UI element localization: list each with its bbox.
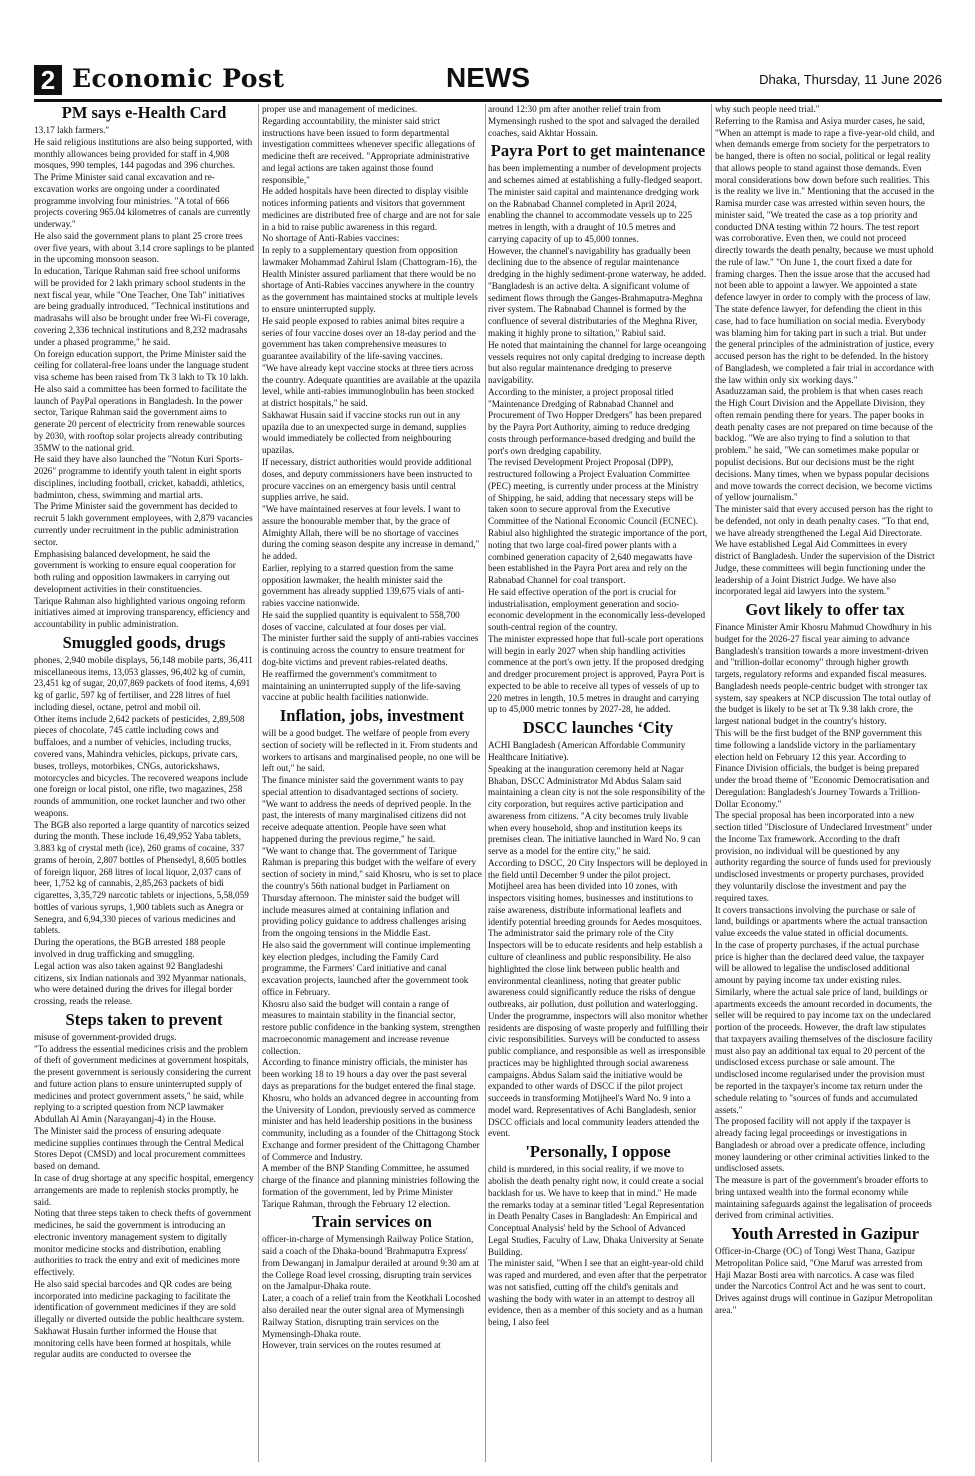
- article-paragraph: However, train services on the routes resumed at: [262, 1340, 441, 1351]
- column-3: [488, 104, 708, 1462]
- article-paragraph: Rabiul also highlighted the strategic importance of the port, noting that two large coal-fired power plants with a combined generation capacity of 2,640 megawatts have been established in the Payra Port area and rely on the Rabnabad Channel for coal transport.: [488, 528, 708, 586]
- article-paragraph: why such people need trial.": [715, 104, 820, 114]
- column-1: [34, 104, 254, 1462]
- article-paragraph: Similarly, where the actual sale price of land, buildings or apartments exceeds the amount recorded in documents, the seller will be required to pay income tax on the undeclared portion of the proceeds. However, the draft law stipulates that taxpayers availing themselves of the disclosure facility must also pay an additional tax equal to 20 percent of the undisclosed excess purchase or sale amount. The undisclosed income regularised under the provision must be reported in the taxpayer's income tax return under the schedule relating to "sources of funds and accumulated assets.": [715, 986, 933, 1115]
- article-paragraph: The administrator said the primary role of the City Inspectors will be to educate residents and help establish a culture of cleanliness and public responsibility. He also highlighted the close link between public health and environmental cleanliness, noting that greater public awareness could significantly reduce the risks of dengue outbreaks, air pollution, dust pollution and waterlogging.: [488, 928, 703, 1010]
- article-paragraph: He said religious institutions are also being supported, with monthly allowances being provided for staff in 4,908 mosques, 990 temples, 144 pagodas and 396 churches.: [34, 136, 253, 171]
- article-paragraph: The minister said, "When I see that an eight-year-old child was raped and murdered, and even after that the perpetrator was not satisfied, cutting off the child's genitals and washing the body with water in an attempt to destroy all evidence, then as a member of this society and as a human being, I also feel: [488, 1258, 707, 1328]
- article-paragraph: On foreign education support, the Prime Minister said the ceiling for collateral-free loans under the language student visa scheme has been raised from Tk 3 lakh to Tk 10 lakh.: [34, 348, 249, 383]
- page-number: 2: [34, 65, 62, 95]
- article-paragraph: The Prime Minister said the government has decided to recruit 5 lakh government employees, with 2,879 vacancies currently under recruitment in the public administration sector.: [34, 501, 253, 547]
- article-paragraph: The minister said capital and maintenance dredging work on the Rabnabad Channel completed in April 2024, enabling the channel to accommodate vessels up to 225 metres in length, with a draught of 10.5 metres and carrying capacity of up to 45,000 tonnes.: [488, 186, 699, 244]
- article-paragraph: This will be the first budget of the BNP government this time following a landslide victory in the parliamentary election held on February 12 this year. According to Finance Division officials, the budget is being prepared under the broad theme of "Economic Democratisation and Deregulation: Bangladesh's Journey Towards a Trillion-Dollar Economy.": [715, 728, 930, 809]
- article-paragraph: child is murdered, in this social reality, if we move to abolish the death penalty right now, it could create a social backlash for us. We have to keep that in mind." He made the remarks today at a seminar titled 'Legal Representation in Death Penalty Cases in Bangladesh: An Empirical and Conceptual Analysis' held by the School of Advanced Legal Studies, Faculty of Law, Dhaka University at Senate Building.: [488, 1164, 704, 1257]
- article-paragraph: According to the minister, a project proposal titled "Maintenance Dredging of Rabnabad Channel and Procurement of Two Hopper Dredgers" has been prepared by the Payra Port Authority, aiming to reduce dredging costs through performance-based dredging and build the port's own dredging capability.: [488, 386, 702, 456]
- article-paragraph: It covers transactions involving the purchase or sale of land, buildings or apartments where the actual transaction value exceeds the value stated in official documents.: [715, 904, 928, 939]
- article-paragraph: He also said the government will continue implementing key election pledges, including the Family Card programme, the Farmers' Card initiative and canal excavation projects, launched after the government took office in February.: [262, 939, 471, 997]
- article-paragraph: will be a good budget. The welfare of people from every section of society will be reflected in it. From students and workers to artisans and marginalised people, no one will be left out," he said.: [262, 728, 481, 774]
- article-headline: Payra Port to get maintenance: [490, 141, 706, 161]
- article-paragraph: Tarique Rahman also highlighted various ongoing reform initiatives aimed at improving transparency, efficiency and accountability in public administration.: [34, 595, 250, 630]
- dateline: Dhaka, Thursday, 11 June 2026: [759, 72, 942, 87]
- article-paragraph: A member of the BNP Standing Committee, he assumed charge of the finance and planning ministries following the formation of the government, led by Prime Minister Tarique Rahman, through the February 12 election.: [262, 1163, 480, 1209]
- article-headline: Smuggled goods, drugs: [62, 632, 226, 652]
- article-paragraph: Regarding accountability, the minister said strict instructions have been issued to form departmental investigation committees whenever specific allegations of medicine theft are received. "Appropriate administrative and legal actions are taken against those found responsible,": [262, 115, 476, 185]
- article-paragraph: The proposed facility will not apply if the taxpayer is already facing legal proceedings or investigations in Bangladesh or abroad over a predicate offence, including money laundering or other criminal activities linked to the undisclosed assets.: [715, 1116, 930, 1174]
- article-paragraph: misuse of government-provided drugs.: [34, 1031, 177, 1042]
- article-paragraph: The minister expressed hope that full-scale port operations will begin in early 2027 when ship handling activities commence at the port's own jetty. If the proposed dredging and dredger procurement project is approved, Payra Port is expected to be able to receive all types of vessels of up to 220 metres in length, 10.5 metres in draught and carrying up to 45,000 metric tonnes by 2027-28, he added.: [488, 633, 705, 715]
- article-headline: DSCC launches ‘City: [522, 718, 674, 738]
- newspaper-name: Economic Post: [72, 64, 285, 93]
- article-paragraph: Under the programme, inspectors will also monitor whether residents are disposing of waste properly and fulfilling their civic responsibilities. Surveys will be conducted to assess public compliance, and responsible as well as irresponsible practices may be highlighted through social awareness campaigns. Abdus Salam said the initiative would be expanded to other wards of DSCC if the pilot project succeeds in transforming Motijheel's Ward No. 9 into a model ward. Representatives of Achi Bangladesh, senior DSCC officials and local community leaders attended the event.: [488, 1010, 708, 1139]
- article-paragraph: He said they have also launched the "Notun Kuri Sports-2026" programme to identify youth talent in eight sports disciplines, including football, cricket, kabaddi, athletics, badminton, chess, swimming and martial arts.: [34, 454, 245, 500]
- article-paragraph: Asaduzzaman said, the problem is that when cases reach the High Court Division and the Appellate Division, they often remain pending there for years. The paper books in death penalty cases are not prepared on time because of the backlog. "We are also trying to find a solution to that problem." he said, "We can sometimes make popular or populist decisions. But our decisions must be the right decisions. Many times, when we bypass popular decisions and move towards the correct decision, we become victims of yellow journalism.": [715, 386, 933, 503]
- article-headline: Youth Arrested in Gazipur: [730, 1224, 920, 1244]
- column-2: [262, 104, 482, 1462]
- article-headline: PM says e-Health Card: [61, 104, 227, 122]
- article-paragraph: phones, 2,940 mobile displays, 56,148 mobile parts, 36,411 miscellaneous items, 13,053 glasses, 96,402 kg of cumin, 23,451 kg of sugar, 20,07,869 packets of food items, 4,691 kg of garlic, 597 kg of fertiliser, and 228 litres of fuel including diesel, octane, petrol and mobil oil.: [34, 654, 253, 712]
- article-paragraph: He said the supplied quantity is equivalent to 558,700 doses of vaccine, calculated at four doses per vial.: [262, 609, 460, 632]
- article-paragraph: has been implementing a number of development projects and schemes aimed at establishing a fully-fledged seaport.: [488, 163, 703, 186]
- article-paragraph: The BGB also reported a large quantity of narcotics seized during the month. These include 16,49,952 Yaba tablets, 3.883 kg of crystal meth (ice), 260 grams of cocaine, 337 grams of heroin, 2,807 bottles of Phensedyl, 8,605 bottles of foreign liquor, 268 litres of local liquor, 2,037 cans of beer, 1,752 kg of cannabis, 2,85,263 packets of bidi cigarettes, 3,35,729 narcotic tablets or injections, 5,58,059 bottles of various syrups, 1,900 tablets such as Anegra or Senegra, and 6,94,330 pieces of various medicines and tablets.: [34, 819, 250, 936]
- article-paragraph: Sakhawat Husain further informed the House that monitoring cells have been formed at hospitals, while regular audits are conducted to oversee the: [34, 1325, 231, 1360]
- article-headline: Govt likely to offer tax: [745, 600, 905, 620]
- article-paragraph: "We have maintained reserves at four levels. I want to assure the honourable member that, by the grace of Almighty Allah, there will be no shortage of vaccines during the coming season despite any increase in demand," he added.: [262, 504, 480, 562]
- article-paragraph: Khosru also said the budget will contain a range of measures to maintain stability in the financial sector, restore public confidence in the banking system, strengthen macroeconomic management and increase revenue collection.: [262, 998, 481, 1056]
- article-paragraph: He reaffirmed the government's commitment to maintaining an uninterrupted supply of the life-saving vaccine at public health facilities nationwide.: [262, 668, 461, 703]
- article-paragraph: The revised Development Project Proposal (DPP), restructured following a Project Evaluation Committee (PEC) meeting, is currently under process at the Ministry of Shipping, he said, adding that necessary steps will be taken soon to secure approval from the Executive Committee of the National Economic Council (ECNEC).: [488, 457, 699, 527]
- column-4: [715, 104, 935, 1462]
- article-paragraph: Noting that three steps taken to check thefts of government medicines, he said the government is introducing an electronic inventory management system to digitally monitor medicine stocks and distribution, enabling authorities to track the entry and exit of medicines more effectively.: [34, 1208, 252, 1278]
- article-paragraph: Speaking at the inauguration ceremony held at Nagar Bhaban, DSCC Administrator Md Abdus Salam said maintaining a clean city is not the sole responsibility of the city corporation, but requires active participation and awareness from citizens. "A city becomes truly livable when every household, shop and institution keeps its premises clean. The initiative launched in Ward No. 9 can serve as a model for the entire city," he said.: [488, 763, 705, 857]
- article-paragraph: The measure is part of the government's broader efforts to bring untaxed wealth into the formal economy while maintaining safeguards against the legalisation of proceeds derived from criminal activities.: [715, 1175, 932, 1221]
- article-paragraph: around 12:30 pm after another relief train from Mymensingh rushed to the spot and salvaged the derailed coaches, said Akhtar Hossain.: [488, 104, 700, 138]
- article-paragraph: He also said special barcodes and QR codes are being incorporated into medicine packaging to facilitate the identification of government medicines if they are sold illegally or diverted outside the public healthcare system.: [34, 1278, 245, 1325]
- article-paragraph: He added hospitals have been directed to display visible notices informing patients and visitors that government medicines are distributed free of charge and are not for sale in a bid to raise public awareness in this regard.: [262, 186, 481, 232]
- article-paragraph: He said effective operation of the port is crucial for industrialisation, employment generation and socio-economic development in the economically less-developed south-central region of the country.: [488, 586, 706, 633]
- article-paragraph: According to DSCC, 20 City Inspectors will be deployed in the field until December 9 under the pilot project. Motijheel area has been divided into 10 zones, with inspectors visiting homes, businesses and institutions to raise awareness, distribute informational leaflets and identify potential breeding grounds for Aedes mosquitoes.: [488, 857, 708, 927]
- article-paragraph: "We have already kept vaccine stocks at three tiers across the country. Adequate quantities are available at the upazila level, while anti-rabies immunoglobulin has been stocked at district hospitals," he said.: [262, 362, 481, 409]
- article-paragraph: Other items include 2,642 packets of pesticides, 2,89,508 pieces of chocolate, 745 cattle including cows and buffaloes, and a number of vehicles, including trucks, covered vans, Mahindra vehicles, pickups, private cars, buses, trolleys, motorbikes, CNGs, autorickshaws, motorcycles and bicycles. The recovered weapons include one foreign or local pistol, one rifle, two magazines, 258 rounds of ammunition, one rocket launcher and two other weapons.: [34, 713, 248, 818]
- article-headline: Inflation, jobs, investment: [279, 706, 465, 726]
- article-paragraph: The finance minister said the government wants to pay special attention to disadvantaged sections of society.: [262, 775, 464, 797]
- column-divider: [258, 104, 259, 1462]
- article-paragraph: Referring to the Ramisa and Asiya murder cases, he said, "When an attempt is made to rape a five-year-old child, and when demands emerge from society for the perpetrators to be hanged, there is often no social, political or legal reality that allows people to stand against those demands. Even moral considerations bow down before such realities. This is the reality we live in." Mentioning that the accused in the Ramisa murder case was arrested within seven hours, the minister said, "We treated the case as a top priority and conducted DNA testing within 72 hours. The test report was corroborative. Even then, we could not proceed directly towards the death penalty, because we must uphold the rule of law." "On June 1, the court fixed a date for framing charges. Then the issue arose that the accused had not been able to appoint a lawyer. We appointed a state defence lawyer in order to comply with the process of law. The state defence lawyer, for defending the client in this case, had to face humiliation on social media. Everybody was blaming him for taking part in such a trial. But under the general principles of the administration of justice, every accused person has the right to be defended. In the history of Bangladesh, we completed a fair trial in accordance with the law within only six working days.": [715, 115, 935, 385]
- masthead: [34, 62, 942, 96]
- article-paragraph: Finance Minister Amir Khosru Mahmud Chowdhury in his budget for the 2026-27 fiscal year aiming to advance Bangladesh's transition towards a more investment-driven and "trillion-dollar economy" through higher growth targets, regulatory reforms and expanded fiscal measures. Bangladesh needs people-centric budget with stronger tax system, say speakers at NCP discussion The total outlay of the budget is likely to be set at Tk 9.38 lakh crore, the largest national budget in the country's history.: [715, 622, 932, 727]
- article-paragraph: The minister further said the supply of anti-rabies vaccines is continuing across the country to ensure treatment for dog-bite victims and prevent rabies-related deaths.: [262, 633, 479, 667]
- article-paragraph: The Prime Minister said canal excavation and re-excavation works are ongoing under a coordinated programme involving four ministries. "A total of 666 projects covering 965.04 kilometres of canals are currently underway.": [34, 172, 251, 230]
- article-paragraph: In education, Tarique Rahman said free school uniforms will be provided for 2 lakh primary school students in the next fiscal year, while "One Teacher, One Tab" initiatives are being gradually introduced. "Technical institutions and madrasahs will also be brought under free Wi-Fi coverage, covering 2,336 technical institutions and 8,232 madrasahs under a phased programme," he said.: [34, 266, 250, 347]
- article-paragraph: Emphasising balanced development, he said the government is working to ensure equal cooperation for both ruling and opposition lawmakers in carrying out development activities in their constituencies.: [34, 548, 236, 594]
- article-paragraph: No shortage of Anti-Rabies vaccines:: [262, 233, 400, 244]
- article-paragraph: He also said a committee has been formed to facilitate the launch of PayPal operations in Bangladesh. In the power sector, Tarique Rahman said the government aims to generate 20 percent of electricity from renewable sources by 2030, with rooftop solar projects already contributing 35MW to the national grid.: [34, 383, 247, 453]
- article-paragraph: According to finance ministry officials, the minister has been working 18 to 19 hours a day over the past several days as preparations for the budget entered the final stage.: [262, 1057, 476, 1091]
- article-paragraph: In the case of property purchases, if the actual purchase price is higher than the declared deed value, the taxpayer will be allowed to legalise the undisclosed additional amount by paying income tax under existing rules.: [715, 939, 925, 986]
- section-title: NEWS: [446, 62, 530, 93]
- article-paragraph: In case of drug shortage at any specific hospital, emergency arrangements are made to replenish stocks promptly, he said.: [34, 1172, 254, 1207]
- column-divider: [711, 104, 712, 1462]
- article-paragraph: The special proposal has been incorporated into a new section titled "Disclosure of Undeclared Investment" under the Income Tax framework. According to the draft provision, no individual will be questioned by any authority regarding the source of funds used for previously undisclosed investments or property purchases, provided they voluntarily disclose the investment and pay the required taxes.: [715, 810, 933, 903]
- article-paragraph: "Bangladesh is an active delta. A significant volume of sediment flows through the Ganges-Brahmaputra-Meghna river system. The Rabnabad Channel is formed by the confluence of several distributaries of the Meghna River, making it highly prone to siltation," Rabiul said.: [488, 280, 703, 338]
- article-headline: 'Personally, I oppose: [525, 1142, 671, 1162]
- article-paragraph: 13.17 lakh farmers.": [34, 124, 110, 135]
- article-paragraph: He said people exposed to rabies animal bites require a series of four vaccine doses over an 18-day period and the government has taken comprehensive measures to guarantee availability of the life-saving vaccines.: [262, 315, 476, 362]
- article-paragraph: He also said the government plans to plant 25 crore trees over five years, with about 3.14 crore saplings to be planted in the upcoming monsoon season.: [34, 230, 254, 265]
- article-paragraph: officer-in-charge of Mymensingh Railway Police Station, said a coach of the Dhaka-bound 'Brahmaputra Express' from Dewanganj in Jamalpur derailed at around 9:30 am at the College Road level crossing, disrupting train services on the Jamalpur-Dhaka route.: [262, 1234, 480, 1292]
- article-paragraph: Legal action was also taken against 92 Bangladeshi citizens, six Indian nationals and 392 Myanmar nationals, who were detained during the drives for illegal border crossing, reads the release.: [34, 960, 247, 1007]
- article-paragraph: Khosru, who holds an advanced degree in accounting from the University of London, previously served as commerce minister and has held leadership positions in the business community, including as a founder of the Chittagong Stock Exchange and former president of the Chittagong Chamber of Commerce and Industry.: [262, 1092, 480, 1162]
- article-paragraph: "We want to address the needs of deprived people. In the past, the interests of many marginalised citizens did not receive adequate attention. People have seen what happened during the previous regime," he said.: [262, 798, 471, 844]
- article-paragraph: In reply to a supplementary question from opposition lawmaker Mohammad Zahirul Islam (Chattogram-16), the Health Minister assured parliament that there would be no shortage of Anti-Rabies vaccines anywhere in the country as the government has maintained stocks at multiple levels to ensure uninterrupted supply.: [262, 245, 478, 315]
- article-paragraph: Sakhawat Husain said if vaccine stocks run out in any upazila due to an unexpected surge in demand, supplies would immediately be collected from neighbouring upazilas.: [262, 409, 467, 456]
- article-paragraph: ACHI Bangladesh (American Affordable Community Healthcare Initiative).: [488, 740, 686, 762]
- masthead-rule: [34, 99, 942, 102]
- article-paragraph: If necessary, district authorities would provide additional doses, and deputy commissioners have been instructed to procure vaccines on an emergency basis until central supplies arrive, he said.: [262, 456, 473, 503]
- article-paragraph: proper use and management of medicines.: [262, 104, 418, 114]
- article-paragraph: Later, a coach of a relief train from the Keotkhali Locoshed also derailed near the outer signal area of Mymensingh Railway Station, disrupting train services on the Mymensingh-Dhaka route.: [262, 1293, 481, 1339]
- article-paragraph: The minister said that every accused person has the right to be defended, not only in death penalty cases. "To that end, we have already strengthened the Legal Aid Directorate. We have established Legal Aid Committees in every district of Bangladesh. Under the supervision of the District Judge, these committees will begin functioning under the leadership of a Joint District Judge. We have also incorporated legal aid lawyers into the system.": [715, 504, 935, 597]
- article-paragraph: Officer-in-Charge (OC) of Tongi West Thana, Gazipur Metropolitan Police said, "One Maruf was arrested from Haji Mazar Bosti area with narcotics. A case was filed under the Narcotics Control Act and he was sent to court. Drives against drugs will continue in Gazipur Metropolitan area.": [715, 1246, 933, 1315]
- article-paragraph: However, the channel's navigability has gradually been declining due to the absence of regular maintenance dredging in the highly sediment-prone waterway, he added.: [488, 245, 707, 280]
- article-paragraph: Earlier, replying to a starred question from the same opposition lawmaker, the health minister said the government has already supplied 139,675 vials of anti-rabies vaccine nationwide.: [262, 562, 465, 609]
- article-paragraph: During the operations, the BGB arrested 188 people involved in drug trafficking and smuggling.: [34, 937, 226, 959]
- article-headline: Steps taken to prevent: [65, 1009, 223, 1029]
- column-divider: [485, 104, 486, 1462]
- article-paragraph: "We want to change that. The government of Tarique Rahman is preparing this budget with the welfare of every section of society in mind," said Khosru, who is set to place the country's 56th national budget in Parliament on Thursday afternoon. The minister said the budget will include measures aimed at containing inflation and providing policy guidance to address challenges arising from the ongoing tensions in the Middle East.: [262, 845, 482, 939]
- article-paragraph: The Minister said the process of ensuring adequate medicine supplies continues through the Central Medical Stores Depot (CMSD) and local procurement committees based on demand.: [34, 1125, 246, 1172]
- article-headline: Train services on: [312, 1212, 432, 1232]
- article-paragraph: He noted that maintaining the channel for large oceangoing vessels requires not only capital dredging to increase depth but also regular maintenance dredging to preserve navigability.: [488, 339, 707, 386]
- article-paragraph: "To address the essential medicines crisis and the problem of theft of government medicines at government hospitals, the present government is seriously considering the current and future action plans to ensure uninterrupted supply of medicines and protect government assets," he said, while replying to a scripted question from NCP lawmaker Abdullah Al Amin (Narayanganj-4) in the House.: [34, 1043, 252, 1125]
